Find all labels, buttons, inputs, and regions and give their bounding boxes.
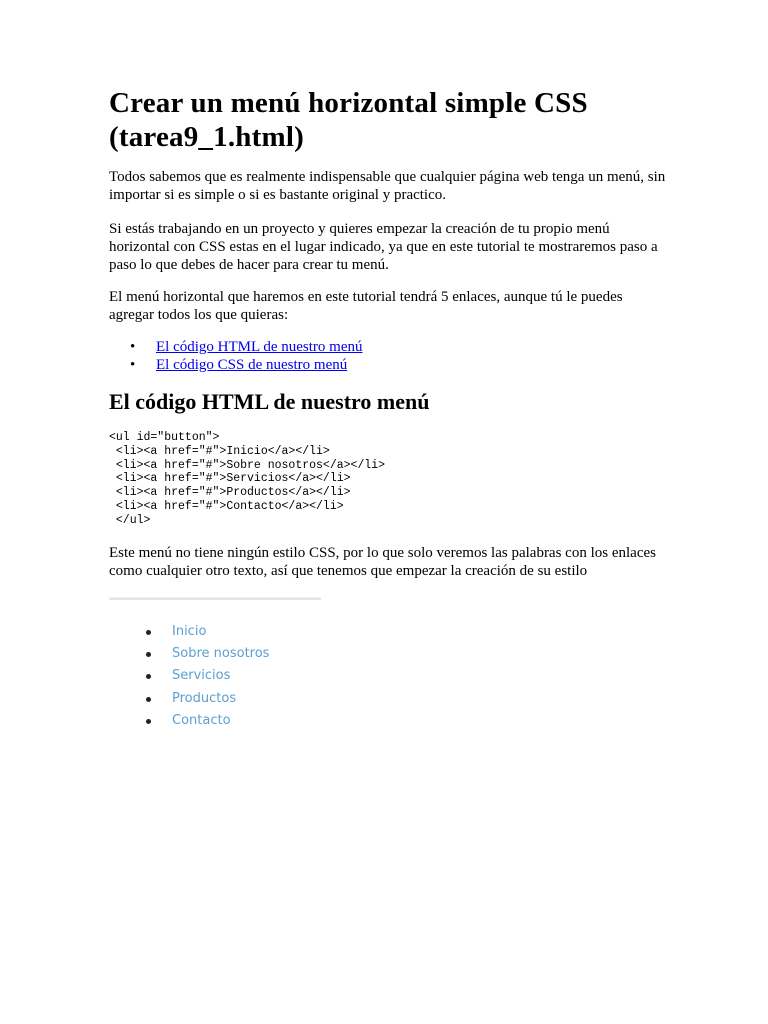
code-line: <ul id="button"> [109,431,220,444]
bullet-icon [146,719,151,724]
bullet-icon: • [130,339,136,355]
no-style-paragraph: Este menú no tiene ningún estilo CSS, por lo que solo veremos las palabras con los enlaces como cualquier otro texto, así que tenemos que empezar la creación de su estilo [109,545,656,579]
page-title-line-2: (tarea9_1.html) [109,121,304,153]
links-count-paragraph: El menú horizontal que haremos en este tutorial tendrá 5 enlaces, aunque tú le puedes agregar todos los que quieras: [109,289,623,323]
demo-link-contacto[interactable]: Contacto [172,712,231,728]
demo-menu-item [109,711,269,733]
page-title [109,86,588,154]
bullet-icon [146,652,151,657]
code-line: <li><a href="#">Sobre nosotros</a></li> [109,458,386,472]
code-line: <li><a href="#">Inicio</a></li> [109,444,330,458]
toc-item [109,338,362,356]
section-heading-html: El código HTML de nuestro menú [109,389,430,414]
demo-menu-item [109,666,269,688]
bullet-icon [146,697,151,702]
bullet-icon [146,674,151,679]
bullet-icon [146,630,151,635]
toc-item [109,356,362,374]
code-block [109,431,385,528]
demo-menu-item [109,644,269,666]
page-title-line-1: Crear un menú horizontal simple CSS [109,87,588,119]
demo-link-sobre-nosotros[interactable]: Sobre nosotros [172,646,270,662]
bullet-icon: • [130,357,136,373]
intro-paragraph: Todos sabemos que es realmente indispensable que cualquier página web tenga un menú, sin importar si es simple o si es bastante original y practico. [109,169,666,203]
demo-link-productos[interactable]: Productos [172,690,237,706]
code-line: <li><a href="#">Contacto</a></li> [109,499,344,513]
demo-menu-item [109,689,269,711]
code-line: <li><a href="#">Servicios</a></li> [109,472,351,486]
table-of-contents [109,338,362,374]
demo-menu-item [109,622,269,644]
toc-link-html[interactable]: El código HTML de nuestro menú [156,339,363,355]
project-paragraph: Si estás trabajando en un proyecto y quieres empezar la creación de tu propio menú horizontal con CSS estas en el lugar indicado, ya que en este tutorial te mostraremos paso a paso lo que debes de hacer para crear tu menú. [109,221,658,273]
toc-link-css[interactable]: El código CSS de nuestro menú [156,357,348,373]
code-line: </ul> [109,513,151,527]
demo-link-servicios[interactable]: Servicios [172,668,231,684]
screenshot-divider [109,597,321,600]
code-line: <li><a href="#">Productos</a></li> [109,486,351,500]
demo-menu-screenshot [109,622,269,733]
demo-link-inicio[interactable]: Inicio [172,624,207,639]
